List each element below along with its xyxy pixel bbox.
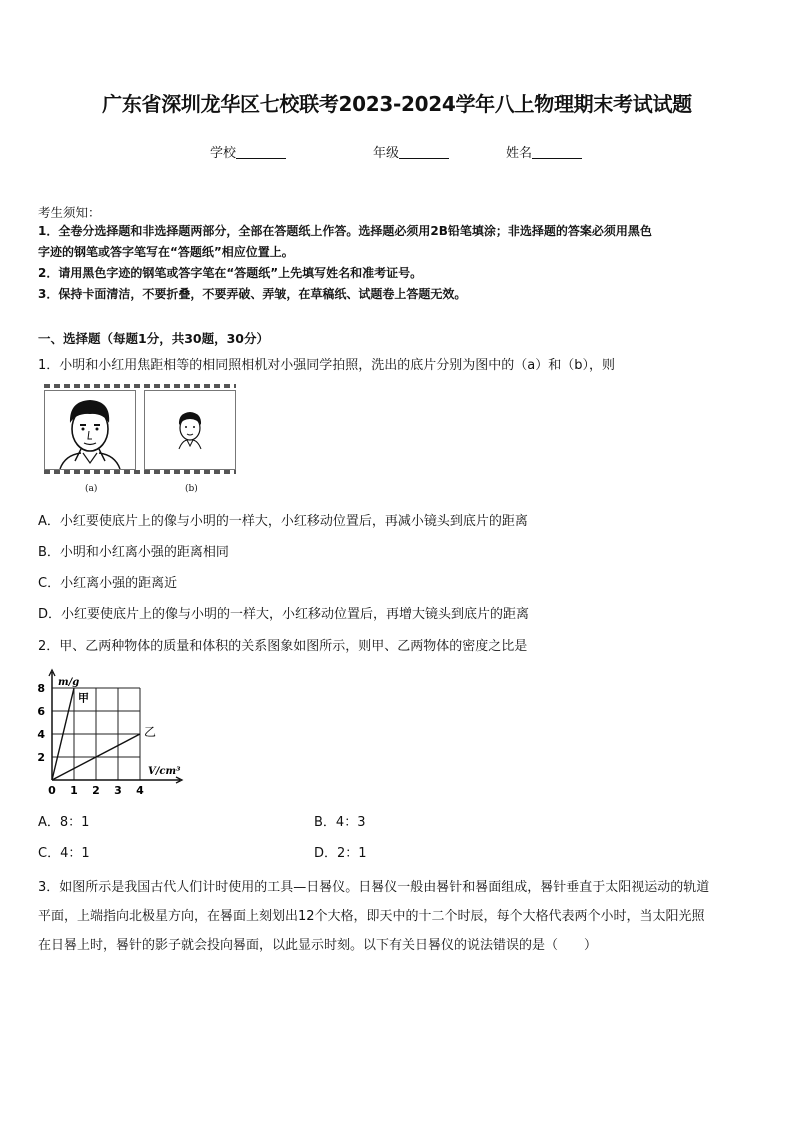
q1-option-a: A．小红要使底片上的像与小明的一样大，小红移动位置后，再减小镜头到底片的距离 bbox=[38, 514, 528, 529]
school-blank bbox=[236, 146, 286, 159]
caption-b: (b) bbox=[185, 484, 198, 494]
photo-a bbox=[44, 390, 136, 470]
notice-item: 字迹的钢笔或答字笔写在“答题纸”相应位置上。 bbox=[38, 245, 294, 259]
q2-option-d: D．2：1 bbox=[314, 846, 367, 861]
x-tick-label: 4 bbox=[136, 784, 144, 797]
q1-option-d: D．小红要使底片上的像与小明的一样大，小红移动位置后，再增大镜头到底片的距离 bbox=[38, 607, 530, 622]
notice-item: 2．请用黑色字迹的钢笔或答字笔在“答题纸”上先填写姓名和准考证号。 bbox=[38, 266, 423, 280]
q1-stem: 1．小明和小红用焦距相等的相同照相机对小强同学拍照，洗出的底片分别为图中的（a）和（b），则 bbox=[38, 358, 615, 373]
x-axis-label: V/cm³ bbox=[148, 766, 181, 777]
chart-labels bbox=[58, 677, 181, 777]
notice-item: 3．保持卡面清洁，不要折叠，不要弄破、弄皱，在草稿纸、试题卷上答题无效。 bbox=[38, 287, 467, 301]
q3-line: 在日晷上时，晷针的影子就会投向晷面，以此显示时刻。以下有关日晷仪的说法错误的是（ ） bbox=[38, 938, 598, 953]
q2-option-c: C．4：1 bbox=[38, 846, 90, 861]
x-tick-label: 3 bbox=[114, 784, 122, 797]
grade-label: 年级 bbox=[373, 146, 400, 161]
q1-figure bbox=[44, 384, 236, 500]
page-title: 广东省深圳龙华区七校联考2023-2024学年八上物理期末考试试题 bbox=[102, 92, 692, 116]
y-tick-label: 6 bbox=[37, 705, 45, 718]
grade-blank bbox=[399, 146, 449, 159]
x-tick-label: 0 bbox=[48, 784, 56, 797]
q1-option-b: B．小明和小红离小强的距离相同 bbox=[38, 545, 229, 560]
notice-list bbox=[38, 221, 768, 305]
school-label: 学校 bbox=[210, 146, 237, 161]
y-axis-label: m/g bbox=[58, 677, 80, 688]
x-tick-label: 2 bbox=[92, 784, 100, 797]
y-tick-label: 4 bbox=[37, 728, 45, 741]
notice-item: 1．全卷分选择题和非选择题两部分，全部在答题纸上作答。选择题必须用2B铅笔填涂；非选择题的答案必须用黑色 bbox=[38, 224, 652, 238]
notice-heading: 考生须知： bbox=[38, 205, 101, 220]
large-portrait-icon bbox=[45, 391, 135, 469]
q1-option-c: C．小红离小强的距离近 bbox=[38, 576, 178, 591]
x-tick-label: 1 bbox=[70, 784, 78, 797]
q3-stem bbox=[38, 873, 768, 960]
q3-line: 3．如图所示是我国古代人们计时使用的工具—日晷仪。日晷仪一般由晷针和晷面组成，晷针垂直于太阳视运动的轨道 bbox=[38, 880, 710, 895]
q2-stem: 2．甲、乙两种物体的质量和体积的关系图象如图所示，则甲、乙两物体的密度之比是 bbox=[38, 639, 528, 654]
name-field bbox=[506, 142, 582, 161]
section-heading: 一、选择题（每题1分，共30题，30分） bbox=[38, 331, 269, 346]
q2-option-b: B．4：3 bbox=[314, 815, 366, 830]
series-label: 甲 bbox=[78, 691, 89, 705]
photo-b bbox=[144, 390, 236, 470]
series-label: 乙 bbox=[144, 725, 157, 739]
mass-volume-chart bbox=[30, 664, 190, 802]
name-label: 姓名 bbox=[506, 146, 533, 161]
q2-option-a: A．8：1 bbox=[38, 815, 90, 830]
small-portrait-icon bbox=[145, 391, 235, 469]
y-tick-label: 8 bbox=[37, 682, 45, 695]
grade-field bbox=[373, 142, 449, 161]
film-top-strip bbox=[44, 384, 236, 388]
caption-a: (a) bbox=[85, 484, 98, 494]
q3-line: 平面，上端指向北极星方向，在晷面上刻划出12个大格，即天中的十二个时辰，每个大格代表两个小时，当太阳光照 bbox=[38, 909, 705, 924]
y-tick-label: 2 bbox=[37, 751, 45, 764]
school-field bbox=[210, 142, 286, 161]
name-blank bbox=[532, 146, 582, 159]
